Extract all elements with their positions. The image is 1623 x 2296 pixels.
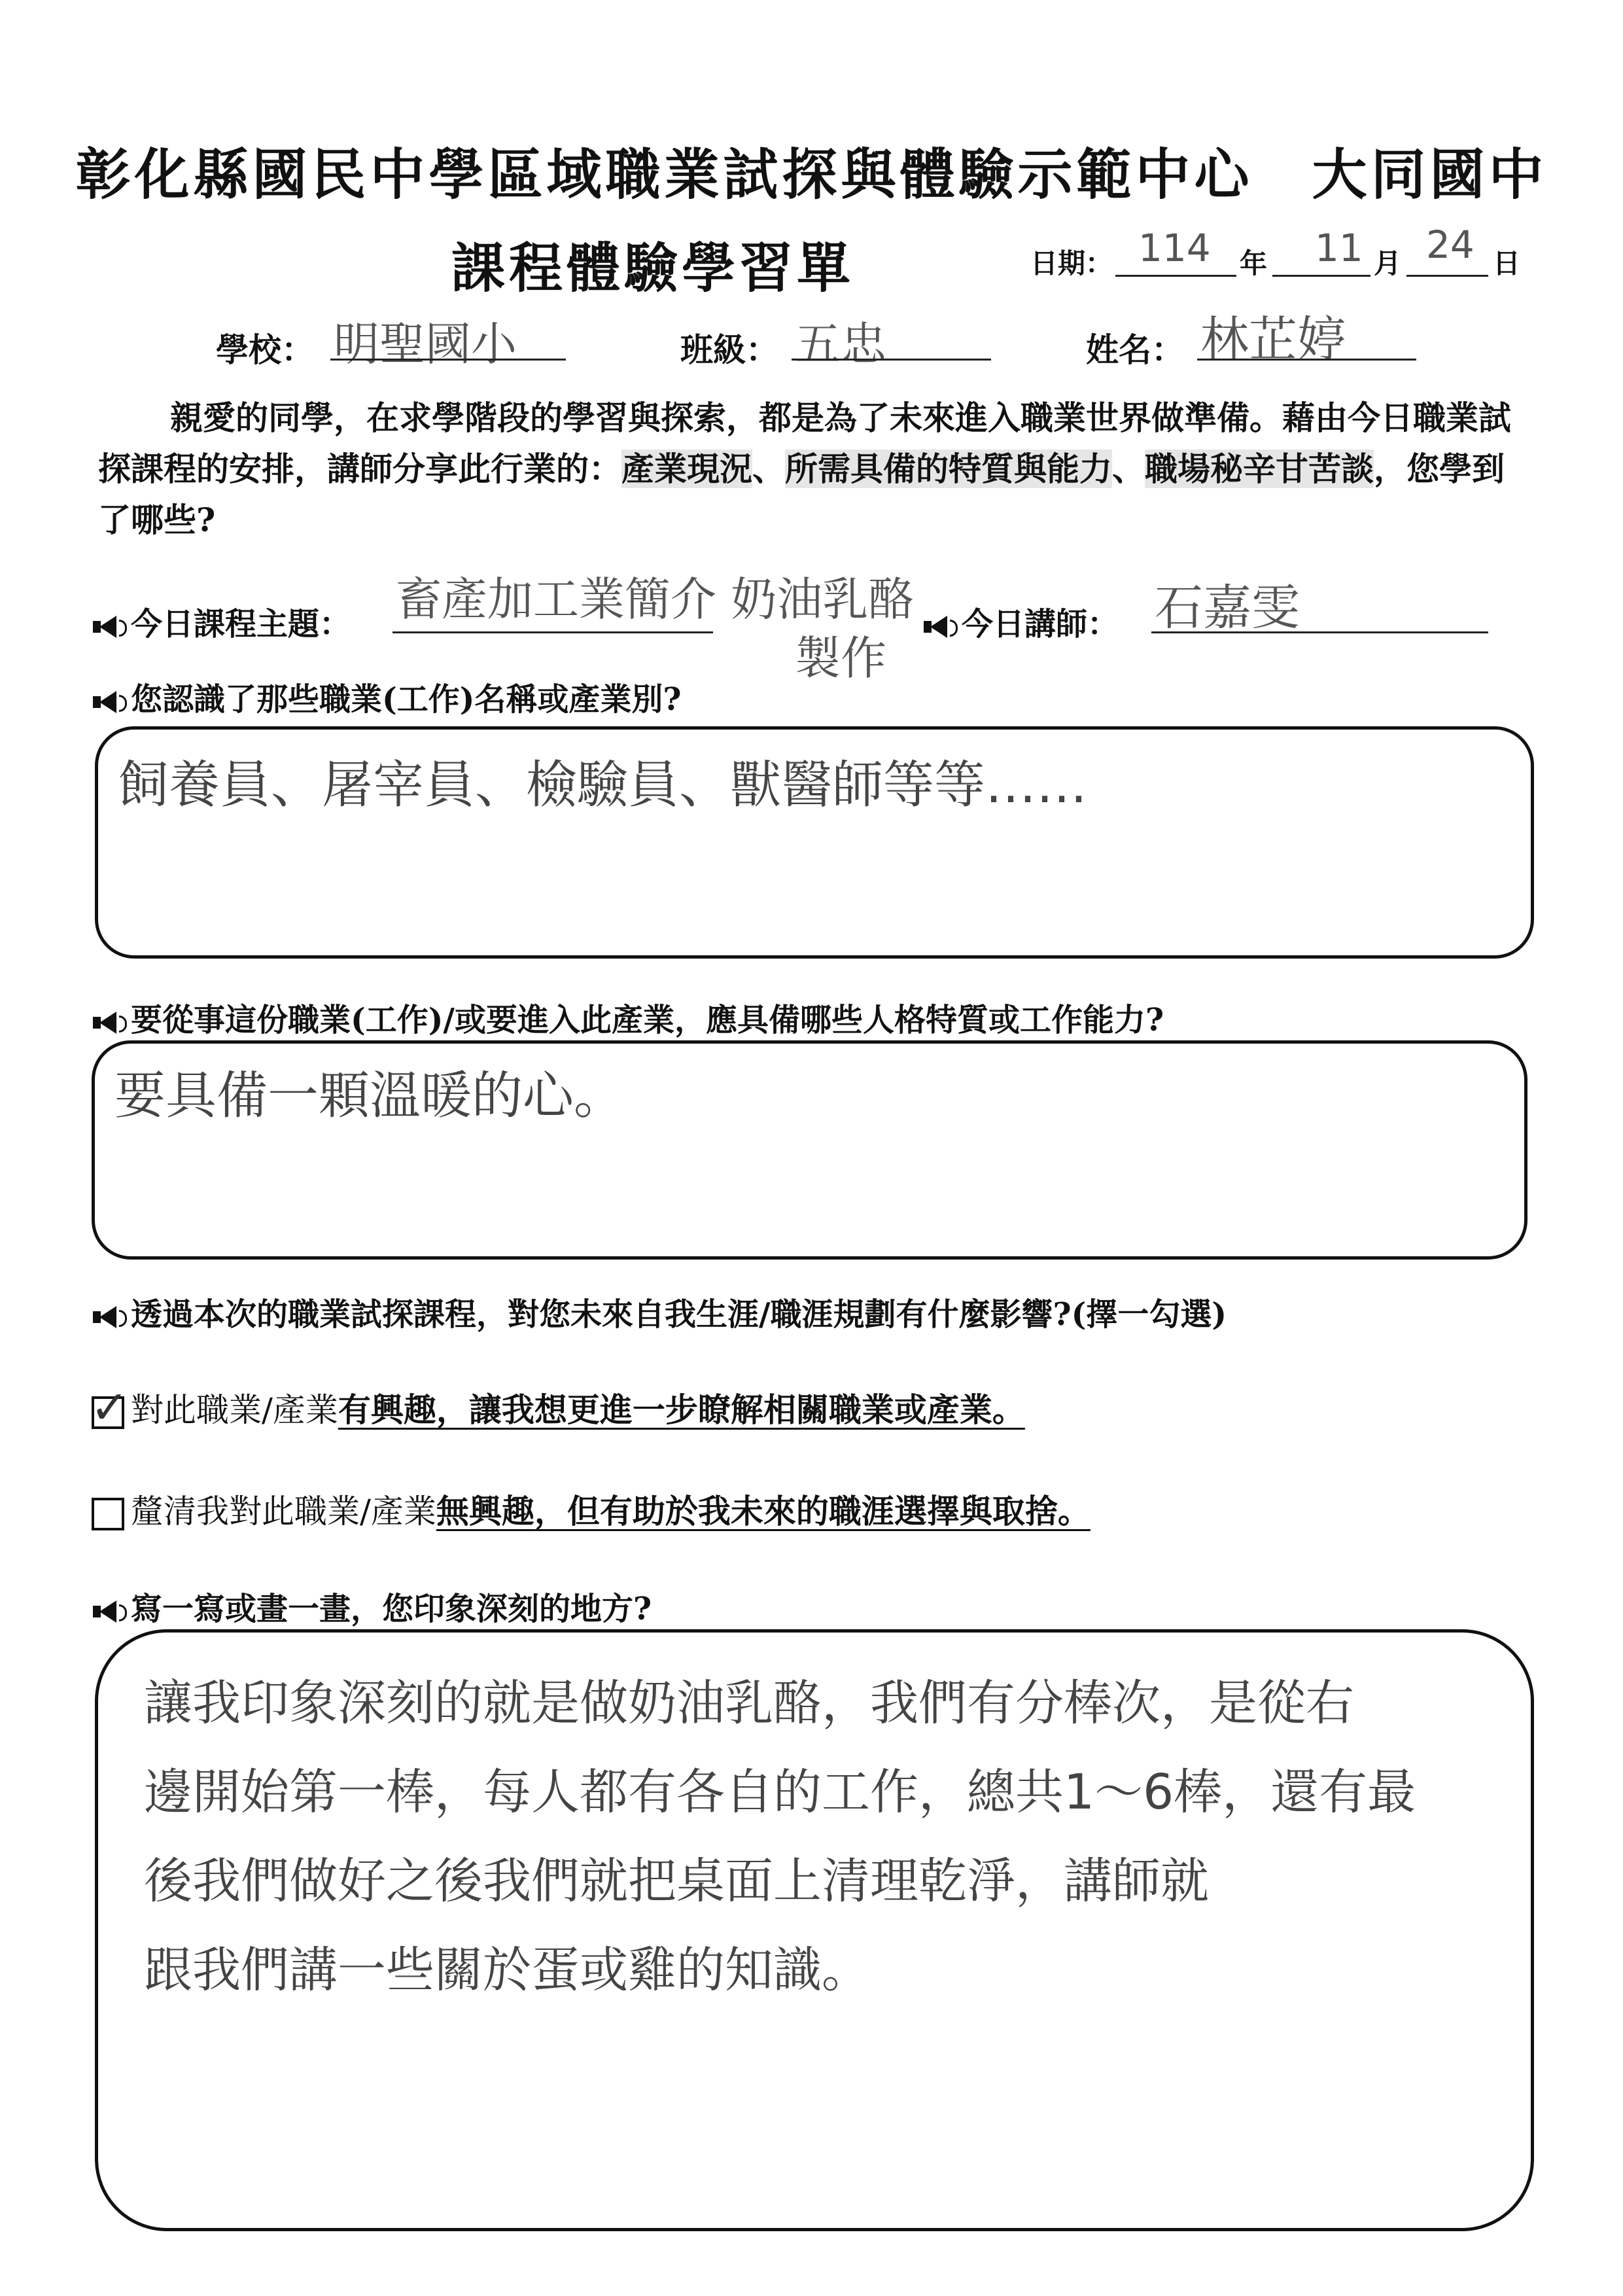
question-3-text: 透過本次的職業試探課程，對您未來自我生涯/職涯規劃有什麼影響?(擇一勾選) (131, 1296, 1227, 1333)
intro-text: 親愛的同學，在求學階段的學習與探索，都是為了未來進入職業世界做準備。藉由今日職業試探課程的安排，講師分享此行業的： (98, 398, 1511, 488)
date-row (1030, 242, 1113, 281)
topic-label: 今日課程主題： (131, 606, 351, 643)
answer-box-4[interactable] (95, 1629, 1534, 2231)
teacher-label: 今日講師： (962, 606, 1119, 643)
option-not-interested-rest: ，但有助於我未來的職涯選擇與取捨。 (534, 1492, 1091, 1530)
answer-1-text: 飼養員、屠宰員、檢驗員、獸醫師等等…… (118, 756, 1088, 815)
class-label: 班級： (680, 330, 778, 369)
option-interested-rest: ，讓我想更進一步瞭解相關職業或產業。 (436, 1390, 1025, 1429)
date-month[interactable]: 11 (1315, 226, 1363, 270)
question-1-text: 您認識了那些職業(工作)名稱或產業別? (131, 681, 682, 718)
option-interested[interactable] (90, 1381, 1025, 1434)
date-label: 日期： (1030, 247, 1113, 279)
school-label: 學校： (216, 330, 314, 369)
date-day-line (1406, 275, 1488, 277)
teacher-line (1151, 631, 1488, 633)
question-4 (92, 1583, 652, 1629)
question-2 (92, 995, 1164, 1040)
answer-2-text: 要具備一顆溫暖的心。 (114, 1067, 625, 1125)
class-value[interactable]: 五忠 (795, 317, 886, 371)
question-1 (92, 674, 682, 719)
date-year-unit: 年 (1240, 247, 1268, 279)
date-year[interactable]: 114 (1138, 226, 1211, 270)
option-not-interested-checkbox[interactable] (92, 1498, 124, 1530)
intro-highlight-industry: 產業現況 (621, 450, 752, 488)
answer-4-text (144, 1659, 1416, 2015)
option-not-interested-bold: 無興趣 (436, 1492, 534, 1530)
date-month-unit: 月 (1374, 247, 1402, 279)
speaker-icon (92, 616, 127, 638)
intro-highlight-traits: 所需具備的特質與能力 (785, 450, 1112, 488)
option-not-interested[interactable] (92, 1485, 1091, 1532)
date-day-unit: 日 (1493, 247, 1521, 279)
check-mark-icon: ✓ (90, 1381, 129, 1434)
topic-value[interactable]: 畜產加工業簡介 奶油乳酪 (396, 573, 915, 626)
speaker-icon (92, 691, 127, 713)
answer-4-line: 跟我們講一些關於蛋或雞的知識。 (144, 1942, 870, 1998)
topic-label-row (92, 599, 351, 644)
option-interested-checkbox[interactable] (90, 1381, 129, 1434)
name-value[interactable]: 林芷婷 (1200, 311, 1346, 368)
question-2-text: 要從事這份職業(工作)/或要進入此產業，應具備哪些人格特質或工作能力? (131, 1002, 1164, 1038)
date-year-line (1115, 275, 1236, 277)
answer-4-line: 讓我印象深刻的就是做奶油乳酪，我們有分棒次，是從右 (144, 1675, 1354, 1731)
topic-value-2[interactable]: 製作 (795, 631, 886, 685)
question-4-text: 寫一寫或畫一畫，您印象深刻的地方? (131, 1591, 652, 1627)
answer-box-2[interactable] (92, 1040, 1527, 1260)
intro-highlight-workplace: 職場秘辛甘苦談 (1145, 450, 1374, 488)
option-interested-prefix: 對此職業/產業 (131, 1391, 338, 1429)
option-not-interested-prefix: 釐清我對此職業/產業 (131, 1492, 436, 1530)
name-label: 姓名： (1086, 330, 1184, 369)
name-line (1197, 359, 1416, 361)
speaker-icon (92, 1306, 127, 1328)
date-month-line (1272, 275, 1370, 277)
answer-4-line: 邊開始第一棒，每人都有各自的工作，總共1～6棒，還有最 (144, 1764, 1416, 1820)
intro-sep-1: 、 (752, 450, 785, 488)
intro-sep-2: 、 (1112, 450, 1145, 488)
teacher-label-row (922, 599, 1119, 644)
intro-paragraph (98, 393, 1531, 546)
school-value[interactable]: 明聖國小 (334, 317, 517, 371)
page-title: 彰化縣國民中學區域職業試探與體驗示範中心 大同國中 (75, 142, 1548, 207)
option-interested-bold: 有興趣 (338, 1390, 436, 1429)
worksheet-subtitle: 課程體驗學習單 (451, 237, 855, 300)
answer-box-1[interactable] (95, 726, 1534, 959)
speaker-icon (922, 616, 958, 638)
teacher-value[interactable]: 石嘉雯 (1155, 580, 1300, 636)
speaker-icon (92, 1012, 127, 1034)
speaker-icon (92, 1600, 127, 1623)
date-day[interactable]: 24 (1426, 222, 1475, 267)
topic-line (393, 631, 713, 633)
class-line (792, 359, 991, 361)
intro-tail: ，您學到了哪些? (98, 450, 1505, 539)
question-3 (92, 1289, 1227, 1334)
answer-4-line: 後我們做好之後我們就把桌面上清理乾淨，講師就 (144, 1853, 1209, 1909)
school-line (330, 359, 566, 361)
